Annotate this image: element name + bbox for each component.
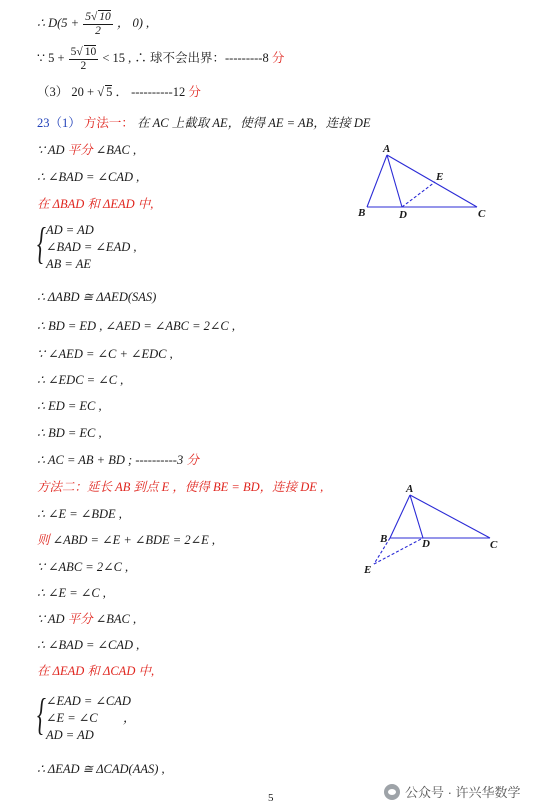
- proof-step-condition: 在 ΔEAD 和 ΔCAD 中,: [37, 664, 155, 678]
- text-segment: ∴ D(5 +: [37, 15, 80, 30]
- proof-step: ∴ ∠EDC = ∠C ,: [37, 373, 124, 387]
- score-label: 分: [186, 453, 199, 467]
- page-number: 5: [268, 792, 274, 804]
- radicand: 10: [99, 11, 111, 23]
- vertex-label-d: D: [399, 209, 407, 221]
- system-row: ∠BAD = ∠EAD ,: [46, 240, 137, 254]
- brace-symbol: {: [37, 690, 46, 739]
- denominator: 2: [80, 60, 87, 72]
- text-segment: < 15 , ∴ 球不会出界：---------8: [102, 50, 269, 65]
- proof-step: ∴ ΔABD ≅ ΔAED(SAS): [37, 290, 157, 304]
- coordinate-line: [37, 10, 149, 38]
- vertex-label-a: A: [406, 483, 414, 495]
- equation-system: [37, 219, 197, 272]
- sqrt-symbol: √: [76, 46, 83, 58]
- highlight-text: 平分: [67, 612, 93, 626]
- text-segment: ∠BAC ,: [95, 612, 137, 626]
- text-segment: ∵ AD: [37, 612, 65, 626]
- segment-ac: [387, 155, 477, 207]
- text-segment: ∴ AC = AB + BD ; ----------3: [37, 453, 184, 467]
- highlight-text: 则: [37, 533, 50, 547]
- vertex-label-c: C: [478, 208, 486, 220]
- segment-ab: [367, 155, 387, 207]
- brace-symbol: {: [37, 219, 46, 268]
- proof-step: ∴ ∠E = ∠C ,: [37, 586, 106, 600]
- score-label: 分: [188, 85, 201, 99]
- proof-step: ∴ ∠BAD = ∠CAD ,: [37, 638, 140, 652]
- proof-step: ∴ ∠BAD = ∠CAD ,: [37, 170, 140, 184]
- segment-de-dashed: [402, 182, 435, 207]
- segment-ab: [390, 495, 410, 538]
- proof-step-condition: 在 ΔBAD 和 ΔEAD 中,: [37, 197, 154, 211]
- score-label: 分: [271, 50, 285, 65]
- system-row: AB = AE: [46, 257, 92, 271]
- proof-step: ∴ ED = EC ,: [37, 399, 102, 413]
- proof-step: ∴ BD = EC ,: [37, 426, 102, 440]
- triangle-figure-1: [350, 140, 500, 225]
- system-row: AD = AD: [46, 728, 94, 742]
- text-segment: ∠BAC ,: [95, 143, 137, 157]
- vertex-label-b: B: [358, 207, 366, 219]
- radicand: 5: [106, 85, 113, 99]
- proof-step: [37, 611, 136, 627]
- system-comma: ，: [123, 711, 136, 725]
- wechat-icon: [384, 784, 400, 800]
- vertex-label-c: C: [490, 539, 498, 551]
- text-segment: ∵ AD: [37, 143, 65, 157]
- proof-step: [37, 452, 199, 468]
- text-segment: （3） 20 +: [37, 85, 95, 99]
- proof-step: [37, 142, 136, 158]
- vertex-label-e: E: [364, 564, 372, 576]
- fraction: [69, 45, 99, 73]
- system-row: AD = AD: [46, 223, 94, 237]
- method-two-header: 方法二：延长 AB 到点 E ，使得 BE = BD，连接 DE ,: [37, 480, 324, 494]
- system-row: ∠EAD = ∠CAD: [46, 694, 131, 708]
- proof-step: ∵ ∠ABC = 2∠C ,: [37, 560, 129, 574]
- text-segment: ∵ 5 +: [37, 50, 65, 65]
- text-segment: ∠ABD = ∠E + ∠BDE = 2∠E ,: [52, 533, 215, 547]
- sqrt-symbol: √: [90, 11, 98, 23]
- denominator: 2: [95, 25, 101, 37]
- watermark-text: 公众号 · 许兴华数学: [405, 785, 521, 800]
- segment-ac: [410, 495, 490, 538]
- vertex-label-b: B: [380, 533, 388, 545]
- proof-step: ∵ ∠AED = ∠C + ∠EDC ,: [37, 347, 173, 361]
- highlight-text: 平分: [67, 143, 93, 157]
- watermark: [384, 782, 521, 801]
- vertex-label-e: E: [436, 171, 444, 183]
- part3-answer: [37, 84, 201, 100]
- vertex-label-d: D: [422, 538, 430, 550]
- radicand: 10: [84, 46, 97, 58]
- boundary-check-line: [37, 45, 284, 73]
- proof-step: [37, 532, 215, 548]
- fraction: [83, 10, 113, 38]
- method-label: 方法一：: [83, 116, 134, 130]
- vertex-label-a: A: [383, 143, 391, 155]
- text-segment: ， 0) ,: [116, 15, 150, 30]
- numerator: 5: [70, 46, 77, 58]
- sqrt-symbol: √: [97, 85, 105, 99]
- proof-step: ∴ ∠E = ∠BDE ,: [37, 507, 122, 521]
- method-description: 在 AC 上截取 AE，使得 AE = AB，连接 DE: [137, 116, 371, 130]
- numerator: 5: [85, 11, 91, 23]
- equation-system: [37, 690, 197, 743]
- proof-step: ∴ BD = ED , ∠AED = ∠ABC = 2∠C ,: [37, 319, 235, 333]
- text-segment: ． ----------12: [115, 85, 186, 99]
- system-row: ∠E = ∠C: [46, 711, 98, 725]
- question-23-header: [37, 115, 371, 131]
- proof-conclusion: ∴ ΔEAD ≅ ΔCAD(AAS) ,: [37, 762, 165, 776]
- question-number: 23（1）: [37, 116, 81, 130]
- triangle-figure-2: [360, 480, 510, 580]
